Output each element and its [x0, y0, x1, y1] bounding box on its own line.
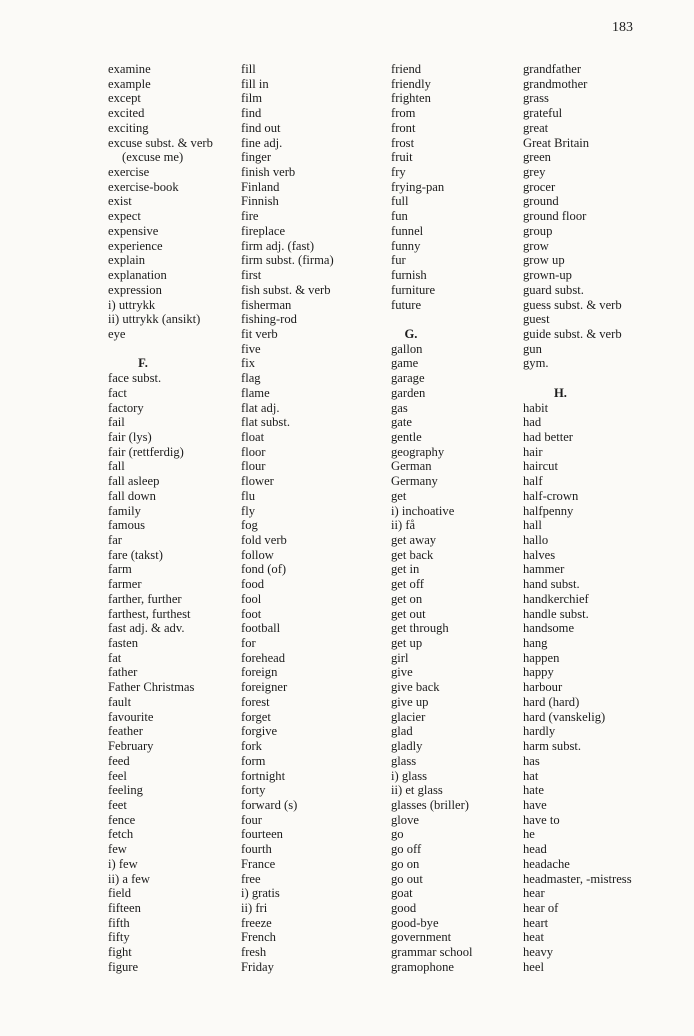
- word-entry: grow up: [523, 253, 565, 268]
- word-entry: farmer: [108, 577, 142, 592]
- word-entry: group: [523, 223, 553, 238]
- word-entry: fair (lys): [108, 429, 152, 444]
- word-entry: flat subst.: [241, 415, 290, 430]
- word-entry: find: [241, 106, 262, 121]
- word-entry: half: [523, 474, 543, 489]
- word-entry: hard (hard): [523, 694, 580, 709]
- word-entry: find out: [241, 120, 281, 135]
- word-entry: heel: [523, 959, 544, 974]
- word-entry: fasten: [108, 636, 139, 651]
- blank-line: [523, 371, 673, 386]
- word-entry: farm: [108, 562, 132, 577]
- word-entry: famous: [108, 518, 146, 533]
- word-entry: i) glass: [391, 768, 428, 783]
- word-entry: give: [391, 665, 413, 680]
- word-entry: furniture: [391, 282, 436, 297]
- word-entry: i) inchoative: [391, 503, 455, 518]
- word-entry: get through: [391, 621, 449, 636]
- word-entry: fond (of): [241, 562, 287, 577]
- word-entry: gun: [523, 341, 542, 356]
- word-entry: guard subst.: [523, 282, 584, 297]
- word-entry: funny: [391, 238, 421, 253]
- word-entry: gas: [391, 400, 408, 415]
- word-entry: fast adj. & adv.: [108, 621, 185, 636]
- word-entry: fur: [391, 253, 406, 268]
- word-column-2: [241, 62, 371, 975]
- word-entry: heat: [523, 930, 544, 945]
- word-entry: French: [241, 930, 276, 945]
- word-entry: fry: [391, 165, 406, 180]
- word-entry: favourite: [108, 709, 154, 724]
- word-entry: feeling: [108, 783, 143, 798]
- word-entry: explanation: [108, 268, 167, 283]
- word-entry: grandfather: [523, 62, 582, 76]
- word-entry: full: [391, 194, 409, 209]
- word-entry: expect: [108, 209, 141, 224]
- word-entry: five: [241, 341, 261, 356]
- word-entry: has: [523, 753, 540, 768]
- word-entry: good-bye: [391, 915, 439, 930]
- word-entry: free: [241, 871, 261, 886]
- word-entry: go: [391, 827, 404, 842]
- word-entry: Great Britain: [523, 135, 590, 150]
- word-entry: fireplace: [241, 223, 286, 238]
- word-entry: hair: [523, 444, 543, 459]
- word-entry: fork: [241, 739, 262, 754]
- word-entry: first: [241, 268, 262, 283]
- word-entry: headache: [523, 856, 570, 871]
- word-entry: from: [391, 106, 416, 121]
- word-entry: fault: [108, 694, 132, 709]
- word-entry: give up: [391, 694, 429, 709]
- section-heading: F.: [138, 356, 148, 371]
- word-entry: few: [108, 842, 127, 857]
- word-entry: fly: [241, 503, 255, 518]
- word-entry: hat: [523, 768, 539, 783]
- word-entry: have to: [523, 812, 560, 827]
- word-entry: February: [108, 739, 154, 754]
- word-column-4: [523, 62, 673, 975]
- word-entry: hard (vanskelig): [523, 709, 606, 724]
- word-entry: fill: [241, 62, 256, 76]
- word-entry: factory: [108, 400, 144, 415]
- word-entry: have: [523, 797, 547, 812]
- word-entry: handsome: [523, 621, 575, 636]
- word-entry: far: [108, 533, 122, 547]
- word-entry: flat adj.: [241, 400, 280, 415]
- word-entry: exercise: [108, 165, 150, 180]
- word-entry: fail: [108, 415, 125, 430]
- section-heading: H.: [554, 385, 567, 400]
- word-entry: fat: [108, 650, 122, 665]
- word-entry: fence: [108, 812, 136, 827]
- word-entry: fare (takst): [108, 547, 163, 562]
- word-entry: hear: [523, 886, 545, 901]
- word-entry: i) uttrykk: [108, 297, 156, 312]
- word-entry: future: [391, 297, 422, 312]
- word-entry: firm subst. (firma): [241, 253, 334, 268]
- word-entry: expression: [108, 282, 162, 297]
- word-entry: fill in: [241, 76, 269, 91]
- word-column-3: [391, 62, 511, 975]
- word-entry: hallo: [523, 533, 549, 547]
- word-entry: grow: [523, 238, 549, 253]
- word-entry: go off: [391, 842, 422, 857]
- word-entry: grateful: [523, 106, 563, 121]
- word-entry: fire: [241, 209, 259, 224]
- word-entry: fact: [108, 385, 127, 400]
- word-entry: figure: [108, 959, 139, 974]
- word-entry: habit: [523, 400, 549, 415]
- word-entry: flower: [241, 474, 274, 489]
- word-entry: grey: [523, 165, 546, 180]
- word-entry: head: [523, 842, 547, 857]
- word-entry: he: [523, 827, 535, 842]
- word-entry: get: [391, 488, 407, 503]
- word-entry: foreigner: [241, 680, 288, 695]
- word-entry: guide subst. & verb: [523, 326, 622, 341]
- word-entry: gate: [391, 415, 412, 430]
- word-entry: field: [108, 886, 132, 901]
- word-entry: foot: [241, 606, 262, 621]
- word-entry: gladly: [391, 739, 423, 754]
- word-entry: hand subst.: [523, 577, 580, 592]
- word-entry: gentle: [391, 429, 422, 444]
- word-entry: Father Christmas: [108, 680, 195, 695]
- word-entry: fruit: [391, 150, 413, 165]
- word-entry: float: [241, 429, 265, 444]
- word-entry: get in: [391, 562, 420, 577]
- word-entry: get back: [391, 547, 434, 562]
- word-entry: feet: [108, 797, 127, 812]
- blank-line: [391, 312, 511, 327]
- word-entry: fall down: [108, 488, 156, 503]
- word-entry: happy: [523, 665, 554, 680]
- word-entry: front: [391, 120, 416, 135]
- word-entry: fog: [241, 518, 258, 533]
- word-entry: haircut: [523, 459, 558, 474]
- word-entry: fool: [241, 591, 262, 606]
- word-entry: handkerchief: [523, 591, 589, 606]
- word-entry: glasses (briller): [391, 797, 469, 812]
- word-entry: firm adj. (fast): [241, 238, 315, 253]
- word-entry: grass: [523, 91, 549, 106]
- word-entry: garage: [391, 371, 425, 386]
- word-entry: flame: [241, 385, 270, 400]
- word-entry: flu: [241, 488, 255, 503]
- word-entry: face subst.: [108, 371, 162, 386]
- word-entry: glove: [391, 812, 419, 827]
- word-entry: gallon: [391, 341, 423, 356]
- word-entry: feed: [108, 753, 130, 768]
- word-entry: girl: [391, 650, 409, 665]
- word-entry: explain: [108, 253, 146, 268]
- word-entry: football: [241, 621, 281, 636]
- word-entry: garden: [391, 385, 426, 400]
- word-entry: forward (s): [241, 797, 298, 812]
- word-entry: ii) et glass: [391, 783, 443, 798]
- word-entry: hammer: [523, 562, 565, 577]
- word-entry: great: [523, 120, 549, 135]
- word-entry: fight: [108, 945, 132, 960]
- word-entry: Finland: [241, 179, 280, 194]
- word-entry: handle subst.: [523, 606, 589, 621]
- word-entry: grown-up: [523, 268, 572, 283]
- blank-line: [108, 342, 228, 357]
- word-entry: half-crown: [523, 488, 579, 503]
- word-entry: ii) uttrykk (ansikt): [108, 312, 201, 327]
- word-entry: for: [241, 636, 256, 651]
- word-entry: grammar school: [391, 945, 473, 960]
- word-column-1: [108, 62, 228, 975]
- word-entry: guest: [523, 312, 550, 327]
- word-entry: (excuse me): [122, 150, 184, 165]
- word-entry: fine adj.: [241, 135, 283, 150]
- word-entry: examine: [108, 62, 151, 76]
- word-entry: go on: [391, 856, 420, 871]
- word-entry: film: [241, 91, 262, 106]
- word-entry: ground floor: [523, 209, 587, 224]
- word-entry: flag: [241, 371, 261, 386]
- word-entry: fourth: [241, 842, 272, 857]
- word-entry: family: [108, 503, 141, 518]
- word-entry: glass: [391, 753, 417, 768]
- word-entry: grocer: [523, 179, 556, 194]
- word-entry: hall: [523, 518, 542, 533]
- word-entry: exciting: [108, 120, 149, 135]
- word-entry: forehead: [241, 650, 286, 665]
- word-entry: get off: [391, 577, 424, 592]
- word-entry: flour: [241, 459, 266, 474]
- word-entry: halfpenny: [523, 503, 574, 518]
- word-entry: hardly: [523, 724, 556, 739]
- word-entry: had: [523, 415, 542, 430]
- word-entry: ground: [523, 194, 559, 209]
- word-entry: government: [391, 930, 452, 945]
- word-entry: furnish: [391, 268, 427, 283]
- word-entry: funnel: [391, 223, 424, 238]
- word-entry: ii) a few: [108, 871, 150, 886]
- word-entry: guess subst. & verb: [523, 297, 622, 312]
- word-entry: fall asleep: [108, 474, 160, 489]
- word-entry: fish subst. & verb: [241, 282, 331, 297]
- word-entry: harbour: [523, 680, 563, 695]
- word-entry: gym.: [523, 356, 549, 371]
- word-entry: fortnight: [241, 768, 286, 783]
- word-entry: grandmother: [523, 76, 588, 91]
- word-entry: ii) fri: [241, 900, 268, 915]
- word-entry: fifteen: [108, 900, 141, 915]
- word-entry: German: [391, 459, 432, 474]
- word-entry: had better: [523, 429, 573, 444]
- word-entry: get away: [391, 533, 437, 547]
- word-entry: feather: [108, 724, 143, 739]
- word-entry: forgive: [241, 724, 278, 739]
- word-entry: except: [108, 91, 141, 106]
- word-entry: goat: [391, 886, 413, 901]
- word-entry: give back: [391, 680, 440, 695]
- word-entry: farther, further: [108, 591, 182, 606]
- word-entry: exist: [108, 194, 132, 209]
- word-entry: friend: [391, 62, 422, 76]
- word-entry: fisherman: [241, 297, 292, 312]
- word-entry: expensive: [108, 223, 159, 238]
- word-entry: follow: [241, 547, 274, 562]
- word-entry: happen: [523, 650, 560, 665]
- word-entry: father: [108, 665, 138, 680]
- word-entry: geography: [391, 444, 445, 459]
- word-entry: hate: [523, 783, 544, 798]
- word-entry: fair (rettferdig): [108, 444, 184, 459]
- word-entry: excuse subst. & verb: [108, 135, 213, 150]
- word-entry: fix: [241, 356, 255, 371]
- word-entry: finish verb: [241, 165, 296, 180]
- word-entry: forget: [241, 709, 271, 724]
- word-entry: glacier: [391, 709, 426, 724]
- word-entry: foreign: [241, 665, 278, 680]
- word-entry: frighten: [391, 91, 431, 106]
- word-entry: fold verb: [241, 533, 287, 547]
- word-entry: glad: [391, 724, 413, 739]
- word-entry: i) few: [108, 856, 138, 871]
- word-entry: frying-pan: [391, 179, 445, 194]
- word-entry: i) gratis: [241, 886, 280, 901]
- word-entry: freeze: [241, 915, 272, 930]
- section-heading: G.: [404, 326, 418, 341]
- word-entry: experience: [108, 238, 163, 253]
- word-entry: go out: [391, 871, 423, 886]
- word-entry: ii) få: [391, 518, 416, 533]
- word-entry: feel: [108, 768, 127, 783]
- word-entry: heavy: [523, 945, 554, 960]
- word-entry: headmaster, -mistress: [523, 871, 632, 886]
- word-entry: get on: [391, 591, 423, 606]
- word-entry: halves: [523, 547, 556, 562]
- word-entry: get out: [391, 606, 426, 621]
- word-entry: green: [523, 150, 551, 165]
- word-entry: floor: [241, 444, 266, 459]
- word-entry: Finnish: [241, 194, 279, 209]
- word-entry: fun: [391, 209, 408, 224]
- word-entry: fit verb: [241, 326, 278, 341]
- word-entry: harm subst.: [523, 739, 582, 754]
- word-entry: get up: [391, 636, 423, 651]
- word-entry: excited: [108, 106, 145, 121]
- word-entry: forty: [241, 783, 266, 798]
- word-entry: fourteen: [241, 827, 283, 842]
- word-entry: eye: [108, 326, 126, 341]
- word-entry: Germany: [391, 474, 438, 489]
- word-entry: fetch: [108, 827, 134, 842]
- word-entry: hear of: [523, 900, 559, 915]
- word-entry: fishing-rod: [241, 312, 297, 327]
- word-entry: exercise-book: [108, 179, 179, 194]
- word-entry: forest: [241, 694, 270, 709]
- word-entry: fresh: [241, 945, 267, 960]
- word-entry: good: [391, 900, 417, 915]
- word-entry: finger: [241, 150, 272, 165]
- word-entry: fifth: [108, 915, 130, 930]
- word-entry: food: [241, 577, 265, 592]
- word-entry: fifty: [108, 930, 130, 945]
- word-entry: friendly: [391, 76, 431, 91]
- page-number: 183: [612, 20, 633, 35]
- word-entry: fall: [108, 459, 125, 474]
- word-entry: four: [241, 812, 262, 827]
- word-entry: frost: [391, 135, 415, 150]
- word-entry: heart: [523, 915, 549, 930]
- word-entry: example: [108, 76, 151, 91]
- word-entry: farthest, furthest: [108, 606, 191, 621]
- word-entry: Friday: [241, 959, 274, 974]
- word-entry: France: [241, 856, 276, 871]
- word-entry: hang: [523, 636, 548, 651]
- word-entry: form: [241, 753, 266, 768]
- word-entry: gramophone: [391, 959, 454, 974]
- word-entry: game: [391, 356, 419, 371]
